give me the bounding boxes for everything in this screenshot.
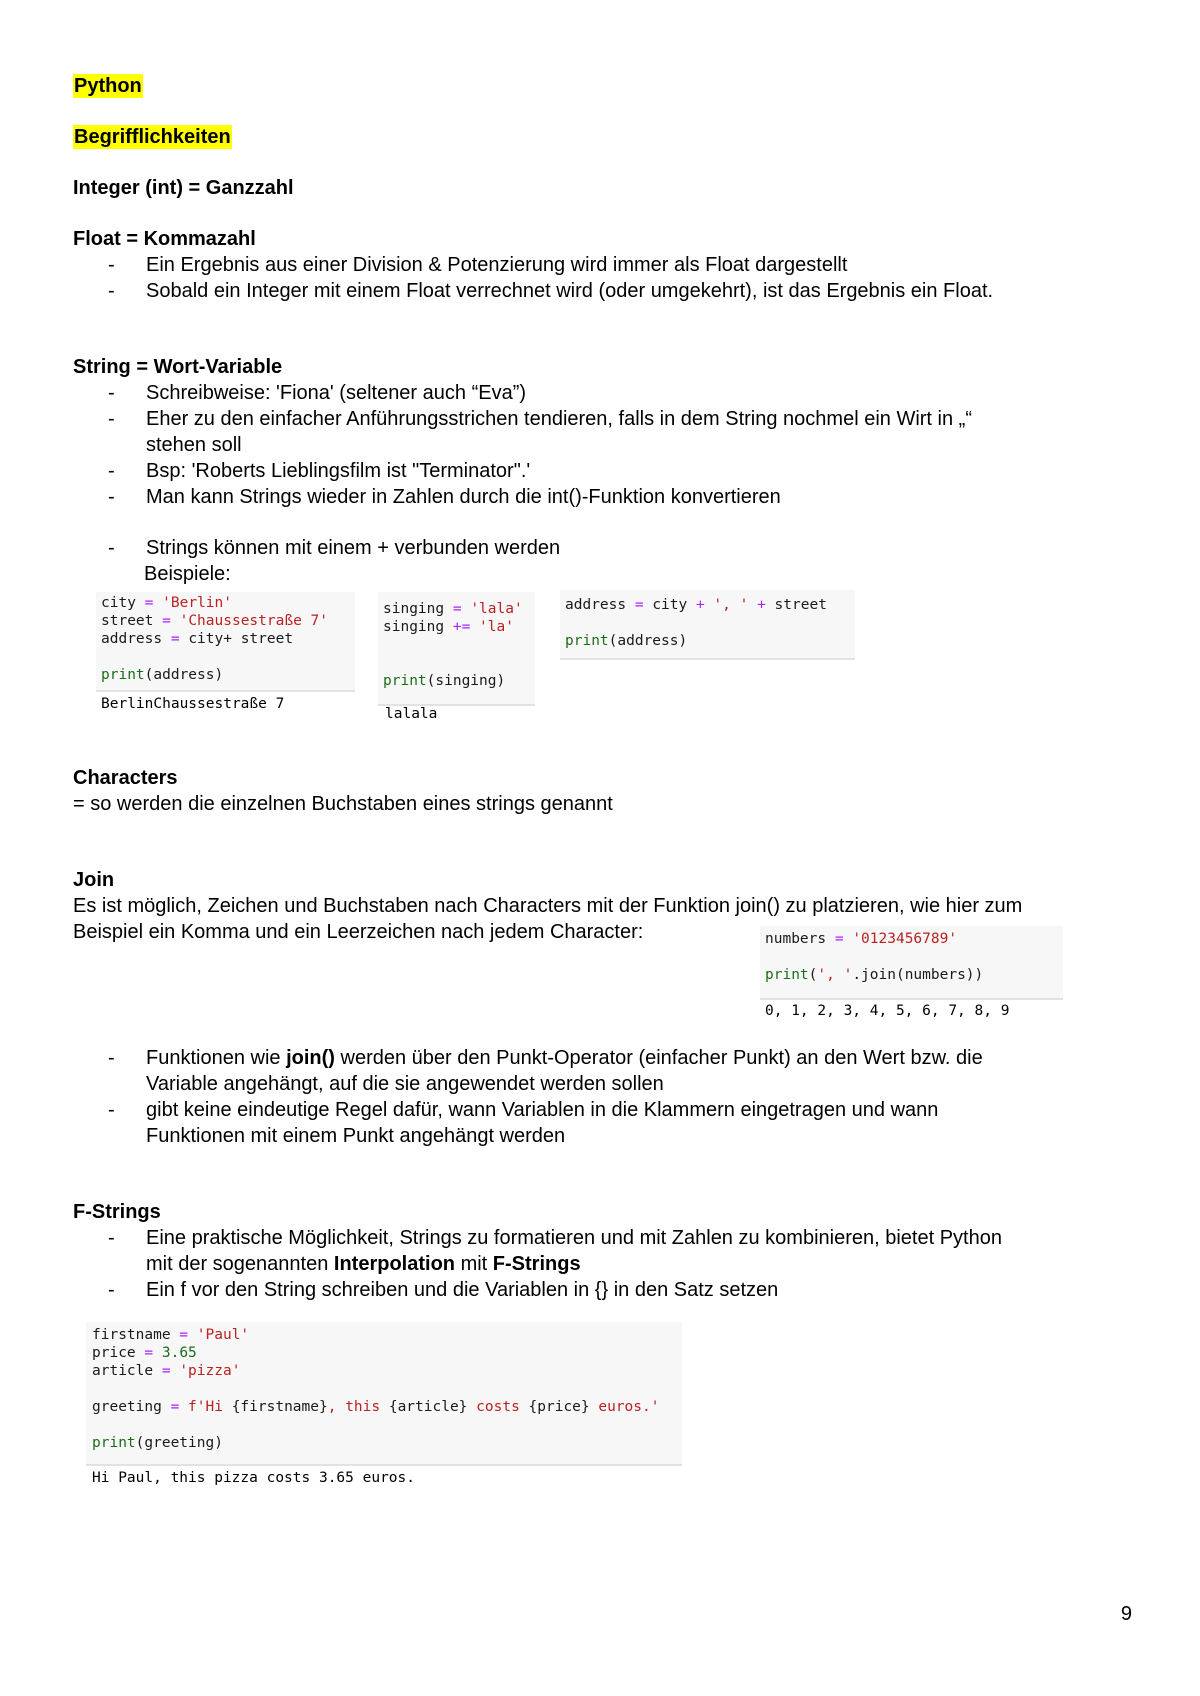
string-heading: String = Wort-Variable — [73, 356, 283, 378]
code-output-join: 0, 1, 2, 3, 4, 5, 6, 7, 8, 9 — [765, 1003, 1010, 1019]
code-block-join: numbers = '0123456789' print(', '.join(numbers)) — [760, 926, 1063, 1000]
string-bullet-5: Strings können mit einem + verbunden werden — [146, 537, 561, 559]
code-output-augmented: lalala — [385, 706, 438, 722]
characters-text: = so werden die einzelnen Buchstaben eines strings genannt — [73, 793, 613, 815]
join-line-1: Es ist möglich, Zeichen und Buchstaben nach Characters mit der Funktion join() zu platzieren, wie hier zum — [73, 895, 1023, 917]
page-title: Python — [74, 75, 142, 97]
bullet-dash: - — [108, 537, 115, 559]
code-block-address: address = city + ', ' + street print(address) — [560, 590, 855, 660]
bullet-dash: - — [108, 1227, 115, 1249]
bullet-dash: - — [108, 486, 115, 508]
code-block-fstring: firstname = 'Paul' price = 3.65 article = 'pizza' greeting = f'Hi {firstname}, this {article} costs {price} euros.' print(greeting) — [86, 1322, 682, 1466]
fstrings-bullet-1-cont: mit der sogenannten Interpolation mit F-Strings — [146, 1253, 581, 1275]
bullet-dash: - — [108, 382, 115, 404]
float-bullet-2: Sobald ein Integer mit einem Float verrechnet wird (oder umgekehrt), ist das Ergebnis ein Float. — [146, 280, 994, 302]
float-bullet-1: Ein Ergebnis aus einer Division & Potenzierung wird immer als Float dargestellt — [146, 254, 848, 276]
float-heading: Float = Kommazahl — [73, 228, 256, 250]
bullet-dash: - — [108, 408, 115, 430]
section-heading: Begrifflichkeiten — [74, 126, 231, 148]
fstrings-bullet-1: Eine praktische Möglichkeit, Strings zu formatieren und mit Zahlen zu kombinieren, bietet Python — [146, 1227, 1002, 1249]
string-bullet-2-cont: stehen soll — [146, 434, 242, 456]
fstrings-heading: F-Strings — [73, 1201, 161, 1223]
bullet-dash: - — [108, 280, 115, 302]
fstrings-bullet-2: Ein f vor den String schreiben und die Variablen in {} in den Satz setzen — [146, 1279, 779, 1301]
code-block-augmented: singing = 'lala' singing += 'la' print(singing) — [378, 592, 535, 706]
code-output-fstring: Hi Paul, this pizza costs 3.65 euros. — [92, 1470, 416, 1486]
string-examples-label: Beispiele: — [144, 563, 231, 585]
string-bullet-4: Man kann Strings wieder in Zahlen durch die int()-Funktion konvertieren — [146, 486, 781, 508]
string-bullet-2: Eher zu den einfacher Anführungsstrichen tendieren, falls in dem String nochmel ein Wirt in „“ — [146, 408, 972, 430]
code-output-concat: BerlinChaussestraße 7 — [101, 696, 285, 712]
join-bullet-2-cont: Funktionen mit einem Punkt angehängt werden — [146, 1125, 566, 1147]
code-block-concat: city = 'Berlin' street = 'Chaussestraße 7' address = city+ street print(address) — [96, 592, 355, 692]
join-bullet-1-cont: Variable angehängt, auf die sie angewendet werden sollen — [146, 1073, 664, 1095]
join-bullet-1: Funktionen wie join() werden über den Punkt-Operator (einfacher Punkt) an den Wert bzw. die — [146, 1047, 983, 1069]
join-heading: Join — [73, 869, 115, 891]
bullet-dash: - — [108, 1047, 115, 1069]
join-line-2: Beispiel ein Komma und ein Leerzeichen nach jedem Character: — [73, 921, 644, 943]
bullet-dash: - — [108, 1099, 115, 1121]
page-number: 9 — [1120, 1603, 1132, 1625]
bullet-dash: - — [108, 460, 115, 482]
join-bullet-2: gibt keine eindeutige Regel dafür, wann Variablen in die Klammern eingetragen und wann — [146, 1099, 939, 1121]
integer-heading: Integer (int) = Ganzzahl — [73, 177, 294, 199]
bullet-dash: - — [108, 254, 115, 276]
characters-heading: Characters — [73, 767, 178, 789]
string-bullet-1: Schreibweise: 'Fiona' (seltener auch “Eva”) — [146, 382, 527, 404]
bullet-dash: - — [108, 1279, 115, 1301]
string-bullet-3: Bsp: 'Roberts Lieblingsfilm ist "Terminator".' — [146, 460, 531, 482]
